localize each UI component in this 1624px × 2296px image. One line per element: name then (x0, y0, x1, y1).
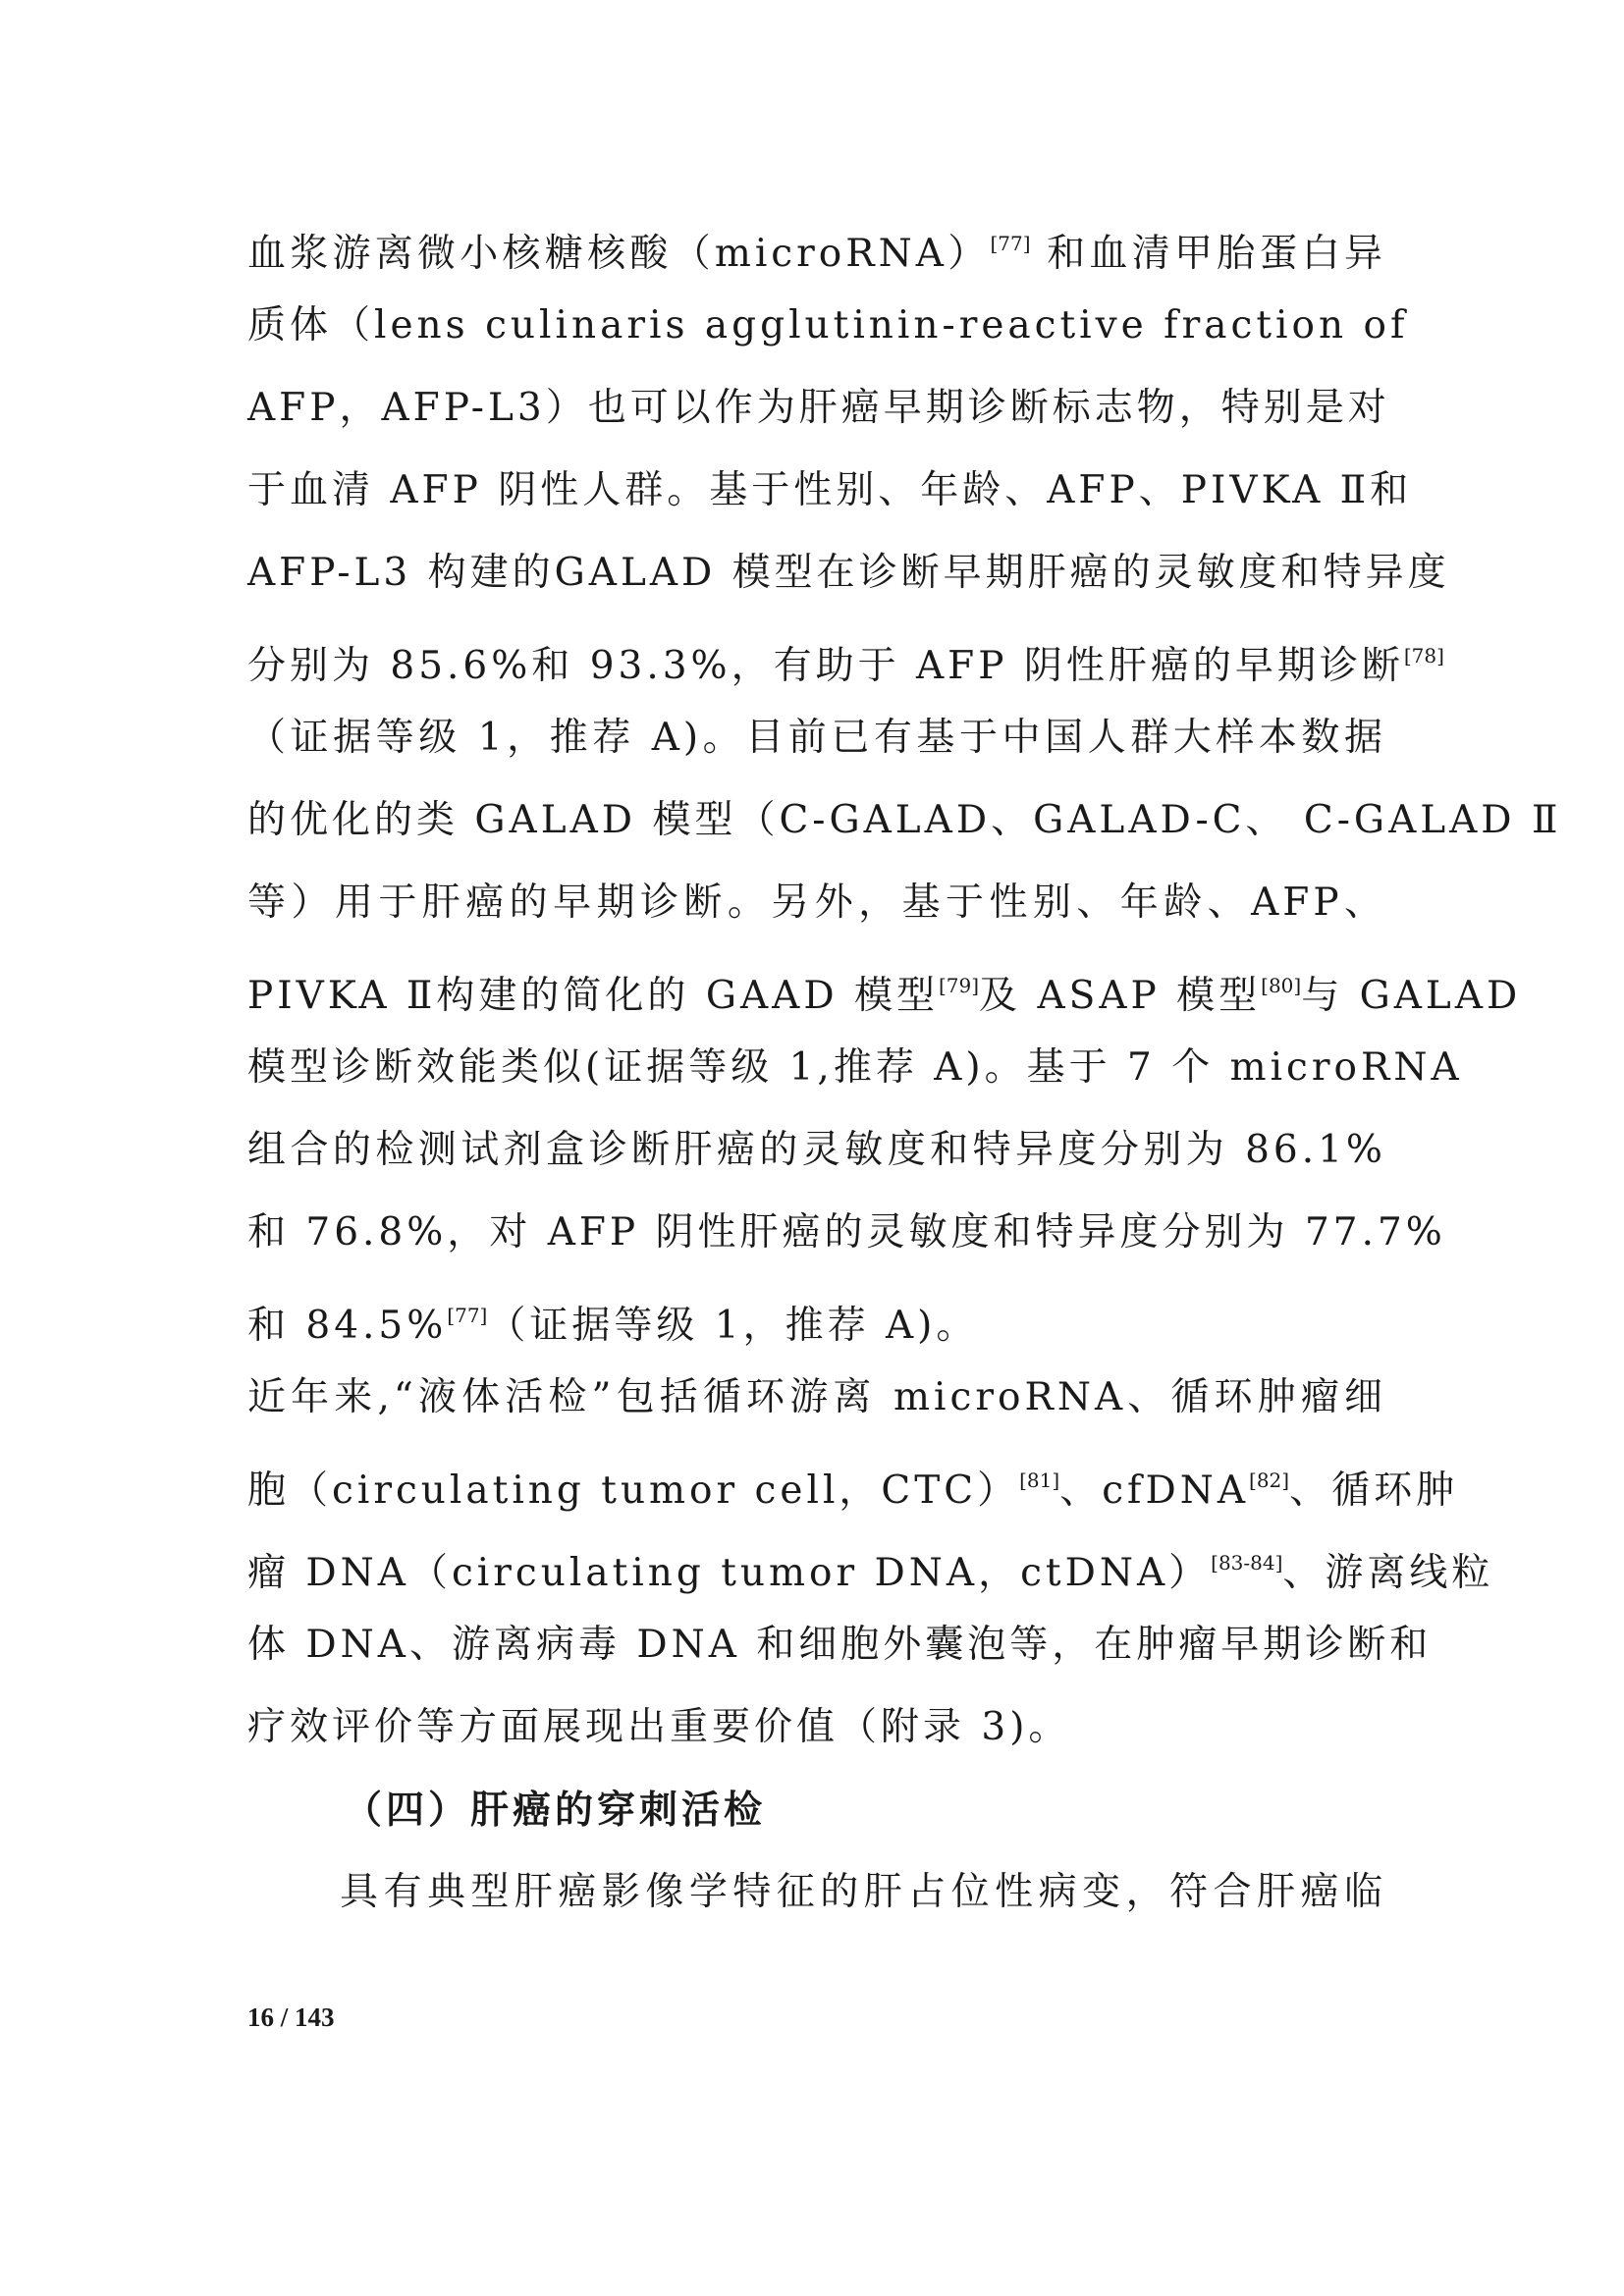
text-line-6: 分别为 85.6%和 93.3%，有助于 AFP 阴性肝癌的早期诊断[78] (247, 644, 1444, 688)
text-line-12: 组合的检测试剂盒诊断肝癌的灵敏度和特异度分别为 86.1% (247, 1128, 1386, 1172)
text-line-3: AFP，AFP-L3）也可以作为肝癌早期诊断标志物，特别是对 (247, 386, 1390, 430)
text-line-8: 的优化的类 GALAD 模型（C-GALAD、GALAD-C、 C-GALAD Ⅱ (247, 798, 1562, 842)
text-line-10: PIVKA Ⅱ构建的简化的 GAAD 模型[79]及 ASAP 模型[80]与 GALAD (247, 974, 1522, 1018)
text-line-2: 质体（lens culinaris agglutinin-reactive fraction of (247, 303, 1409, 347)
text-line-17: 瘤 DNA（circulating tumor DNA，ctDNA）[83-84]、游离线粒 (247, 1551, 1494, 1595)
citation-77[interactable]: [77] (990, 232, 1031, 255)
text-line-11: 模型诊断效能类似(证据等级 1,推荐 A)。基于 7 个 microRNA (247, 1045, 1463, 1090)
text-line-4: 于血清 AFP 阴性人群。基于性别、年龄、AFP、PIVKA Ⅱ和 (247, 468, 1413, 512)
citation-77b[interactable]: [77] (447, 1304, 488, 1327)
text-line-18: 体 DNA、游离病毒 DNA 和细胞外囊泡等，在肿瘤早期诊断和 (247, 1623, 1433, 1667)
text-line-19: 疗效评价等方面展现出重要价值（附录 3)。 (247, 1705, 1071, 1749)
citation-83-84[interactable]: [83-84] (1211, 1551, 1283, 1575)
citation-79[interactable]: [79] (938, 974, 980, 997)
text-line-5: AFP-L3 构建的GALAD 模型在诊断早期肝癌的灵敏度和特异度 (247, 551, 1450, 595)
citation-81[interactable]: [81] (1019, 1468, 1060, 1492)
text-line-9: 等）用于肝癌的早期诊断。另外，基于性别、年龄、AFP、 (247, 881, 1386, 925)
citation-78[interactable]: [78] (1403, 644, 1444, 667)
section-heading: （四）肝癌的穿刺活检 (344, 1788, 767, 1833)
text-line-15: 近年来,“液体活检”包括循环游离 microRNA、循环肿瘤细 (247, 1375, 1386, 1419)
page-number: 16 / 143 (247, 2002, 335, 2032)
text-line-final: 具有典型肝癌影像学特征的肝占位性病变，符合肝癌临 (340, 1870, 1386, 1914)
citation-80[interactable]: [80] (1261, 974, 1302, 997)
text-line-13: 和 76.8%，对 AFP 阴性肝癌的灵敏度和特异度分别为 77.7% (247, 1210, 1446, 1255)
text-line-1: 血浆游离微小核糖核酸（microRNA）[77] 和血清甲胎蛋白异 (247, 232, 1386, 276)
citation-82[interactable]: [82] (1249, 1468, 1290, 1492)
text-line-14: 和 84.5%[77]（证据等级 1，推荐 A)。 (247, 1304, 979, 1348)
text-line-7: （证据等级 1，推荐 A)。目前已有基于中国人群大样本数据 (247, 716, 1386, 760)
text-line-16: 胞（circulating tumor cell，CTC）[81]、cfDNA[82]、循环肿 (247, 1468, 1459, 1513)
